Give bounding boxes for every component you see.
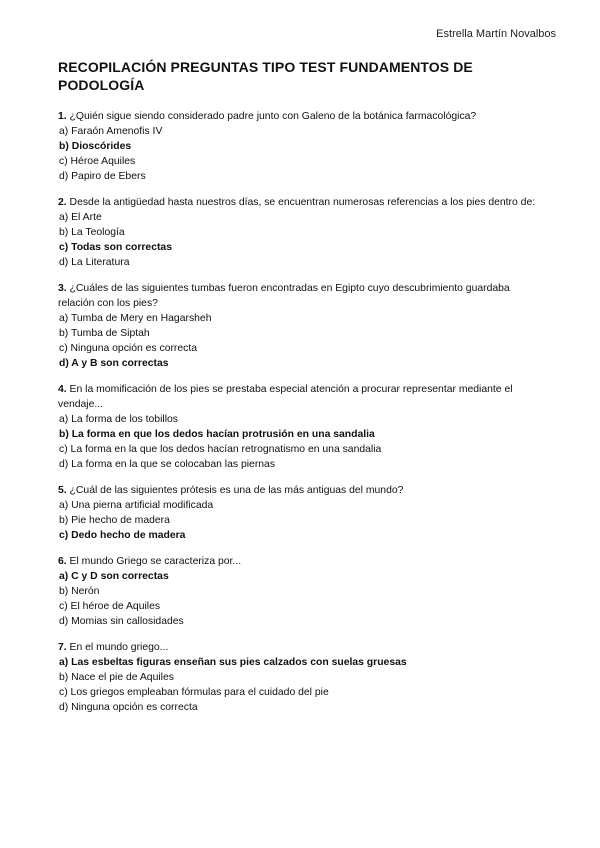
- correct-answer-option: d) A y B son correctas: [59, 358, 169, 369]
- correct-answer-option: b) Dioscórides: [59, 141, 132, 152]
- question-number: 2.: [58, 197, 67, 208]
- question-item: [58, 483, 548, 543]
- question-number: 1.: [58, 111, 67, 122]
- answer-option: b) La Teología: [59, 227, 125, 238]
- answer-option: b) Pie hecho de madera: [59, 515, 170, 526]
- question-number: 6.: [58, 556, 67, 567]
- correct-answer-option: c) Dedo hecho de madera: [59, 530, 186, 541]
- question-stem: [58, 195, 548, 210]
- question-text: En la momificación de los pies se prestaba especial atención a procurar representar mediante el vendaje...: [58, 384, 513, 410]
- question-text: ¿Quién sigue siendo considerado padre junto con Galeno de la botánica farmacológica?: [66, 111, 477, 122]
- correct-answer-option: c) Todas son correctas: [59, 242, 172, 253]
- answer-option: d) La forma en la que se colocaban las piernas: [59, 459, 276, 470]
- question-number: 7.: [58, 642, 67, 653]
- question-text: ¿Cuáles de las siguientes tumbas fueron encontradas en Egipto cuyo descubrimiento guardaba relación con los pies?: [58, 283, 510, 309]
- answer-option: b) Nace el pie de Aquiles: [59, 672, 174, 683]
- question-item: [58, 382, 548, 472]
- question-text: En el mundo griego...: [66, 642, 169, 653]
- answer-option: c) Los griegos empleaban fórmulas para el cuidado del pie: [59, 687, 329, 698]
- answer-option: d) Ninguna opción es correcta: [59, 702, 198, 713]
- correct-answer-option: a) Las esbeltas figuras enseñan sus pies calzados con suelas gruesas: [59, 657, 407, 668]
- question-stem: [58, 109, 548, 124]
- question-number: 5.: [58, 485, 67, 496]
- answer-option: a) Una pierna artificial modificada: [59, 500, 214, 511]
- correct-answer-option: b) La forma en que los dedos hacían protrusión en una sandalia: [59, 429, 375, 440]
- question-number: 4.: [58, 384, 67, 395]
- question-list: [58, 109, 548, 726]
- question-item: [58, 554, 548, 629]
- answer-option: c) Ninguna opción es correcta: [59, 343, 198, 354]
- answer-option: a) La forma de los tobillos: [59, 414, 178, 425]
- question-stem: [58, 640, 548, 655]
- question-stem: [58, 382, 548, 412]
- answer-option: a) Faraón Amenofis IV: [59, 126, 163, 137]
- page-title: RECOPILACIÓN PREGUNTAS TIPO TEST FUNDAMENTOS DE PODOLOGÍA: [58, 59, 473, 93]
- answer-option: b) Nerón: [59, 586, 100, 597]
- answer-option: a) Tumba de Mery en Hagarsheh: [59, 313, 212, 324]
- answer-option: d) La Literatura: [59, 257, 130, 268]
- question-number: 3.: [58, 283, 67, 294]
- question-item: [58, 109, 548, 184]
- answer-option: a) El Arte: [59, 212, 102, 223]
- answer-option: c) La forma en la que los dedos hacían retrognatismo en una sandalia: [59, 444, 382, 455]
- question-stem: [58, 483, 548, 498]
- answer-option: d) Momias sin callosidades: [59, 616, 184, 627]
- question-text: El mundo Griego se caracteriza por...: [66, 556, 242, 567]
- author-name: Estrella Martín Novalbos: [436, 28, 556, 40]
- answer-option: c) Héroe Aquiles: [59, 156, 136, 167]
- question-item: [58, 195, 548, 270]
- question-text: Desde la antigüedad hasta nuestros días, se encuentran numerosas referencias a los pies dentro de:: [66, 197, 536, 208]
- answer-option: d) Papiro de Ebers: [59, 171, 146, 182]
- question-text: ¿Cuál de las siguientes prótesis es una de las más antiguas del mundo?: [66, 485, 404, 496]
- correct-answer-option: a) C y D son correctas: [59, 571, 169, 582]
- question-stem: [58, 281, 548, 311]
- answer-option: c) El héroe de Aquiles: [59, 601, 161, 612]
- question-stem: [58, 554, 548, 569]
- answer-option: b) Tumba de Siptah: [59, 328, 150, 339]
- question-item: [58, 281, 548, 371]
- question-item: [58, 640, 548, 715]
